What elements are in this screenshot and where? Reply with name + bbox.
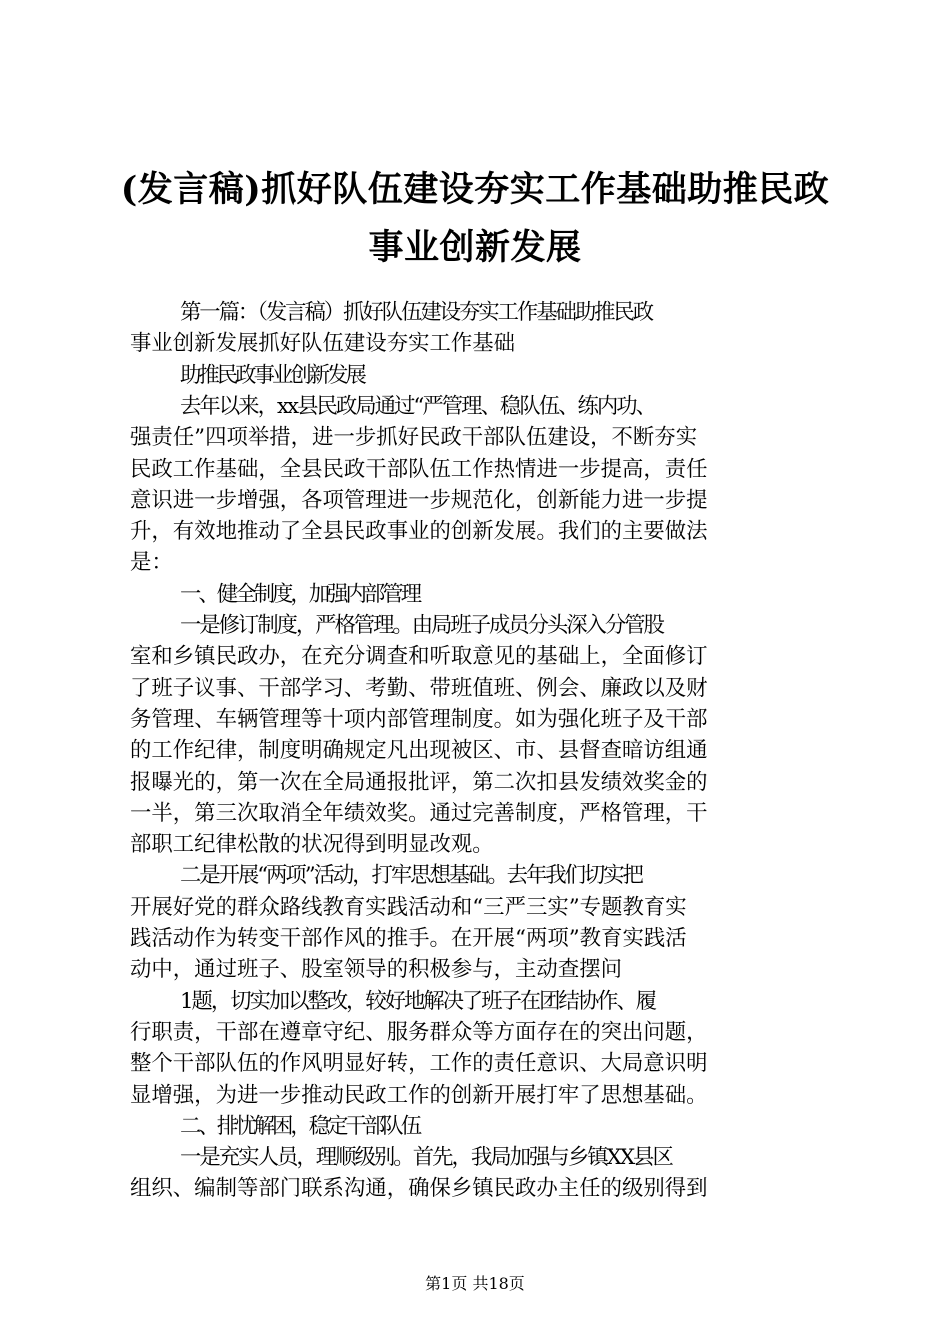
body-line: 务管理、车辆管理等十项内部管理制度。如为强化班子及干部 xyxy=(130,706,708,732)
document-title-line-2: 事业创新发展 xyxy=(368,227,582,268)
document-title-line-1: (发言稿)抓好队伍建设夯实工作基础助推民政 xyxy=(120,169,830,210)
body-line: 一是修订制度，严格管理。由局班子成员分头深入分管股 xyxy=(180,613,663,638)
body-line: 了班子议事、干部学习、考勤、带班值班、例会、廉政以及财 xyxy=(130,675,708,701)
body-line: 1题，切实加以整改，较好地解决了班子在团结协作、履 xyxy=(180,988,655,1014)
body-line: 整个干部队伍的作风明显好转，工作的责任意识、大局意识明 xyxy=(130,1051,708,1077)
body-line: 室和乡镇民政办，在充分调查和听取意见的基础上，全面修订 xyxy=(130,644,708,670)
body-line: 是： xyxy=(130,550,173,576)
body-line: 去年以来，xx县民政局通过“严管理、稳队伍、练内功、 xyxy=(180,393,656,419)
body-line: 一是充实人员，理顺级别。首先，我局加强与乡镇XX县区 xyxy=(180,1145,672,1171)
body-line: 助推民政事业创新发展 xyxy=(180,362,364,388)
body-line: 部职工纪律松散的状况得到明显改观。 xyxy=(130,832,494,858)
body-line: 显增强，为进一步推动民政工作的创新开展打牢了思想基础。 xyxy=(130,1082,708,1108)
body-line: 一、健全制度，加强内部管理 xyxy=(180,581,420,607)
body-line: 升，有效地推动了全县民政事业的创新发展。我们的主要做法 xyxy=(130,519,708,545)
body-line: 开展好党的群众路线教育实践活动和“三严三实”专题教育实 xyxy=(130,894,687,920)
body-line: 强责任”四项举措，进一步抓好民政干部队伍建设，不断夯实 xyxy=(130,425,698,451)
page-footer: 第1页 共18页 xyxy=(425,1274,525,1293)
body-line: 意识进一步增强，各项管理进一步规范化，创新能力进一步提 xyxy=(130,487,708,513)
body-line: 二、排忧解困，稳定干部队伍 xyxy=(180,1113,420,1139)
body-line: 事业创新发展抓好队伍建设夯实工作基础 xyxy=(130,331,516,357)
body-line: 的工作纪律，制度明确规定凡出现被区、市、县督查暗访组通 xyxy=(130,738,708,764)
body-line: 践活动作为转变干部作风的推手。在开展“两项”教育实践活 xyxy=(130,926,687,951)
body-line: 动中，通过班子、股室领导的积极参与，主动查摆问 xyxy=(130,957,622,983)
body-line: 一半，第三次取消全年绩效奖。通过完善制度，严格管理，干 xyxy=(130,800,708,826)
body-line: 第一篇：（发言稿）抓好队伍建设夯实工作基础助推民政 xyxy=(180,300,653,325)
body-line: 行职责，干部在遵章守纪、服务群众等方面存在的突出问题， xyxy=(130,1019,708,1045)
body-line: 报曝光的，第一次在全局通报批评，第二次扣县发绩效奖金的 xyxy=(130,769,708,795)
body-line: 二是开展“两项”活动，打牢思想基础。去年我们切实把 xyxy=(180,863,642,889)
body-line: 组织、编制等部门联系沟通，确保乡镇民政办主任的级别得到 xyxy=(130,1176,708,1202)
body-line: 民政工作基础，全县民政干部队伍工作热情进一步提高，责任 xyxy=(130,456,708,482)
